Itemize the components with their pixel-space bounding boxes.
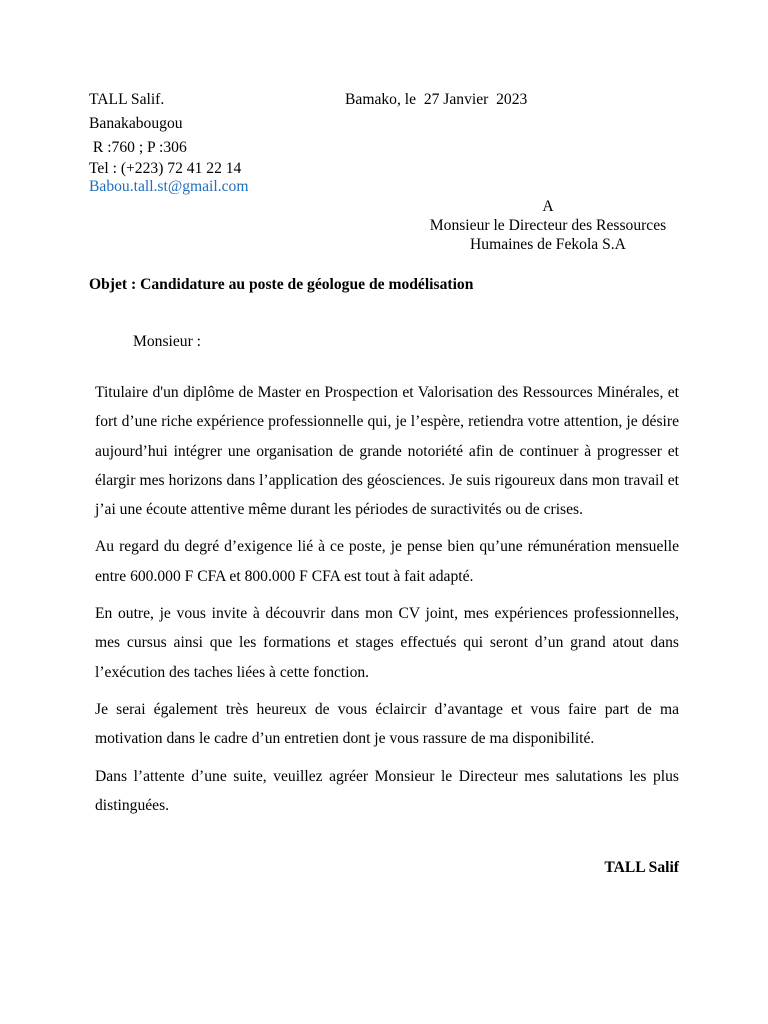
sender-phone: Tel : (+223) 72 41 22 14 bbox=[89, 160, 242, 177]
paragraph-cv: En outre, je vous invite à découvrir dans mon CV joint, mes expériences professionnelles, mes cursus ainsi que les formations et stages effectués qui seront d’un grand atout dans l’exécution des taches liées à cette fonction. bbox=[95, 605, 679, 681]
recipient-line-2: Humaines de Fekola S.A bbox=[470, 236, 626, 253]
sender-email-link[interactable]: Babou.tall.st@gmail.com bbox=[89, 178, 249, 195]
paragraph-qualifications: Titulaire d'un diplôme de Master en Prospection et Valorisation des Ressources Minérales, et fort d’une riche expérience professionnelle qui, je l’espère, retiendra votre attention, je désire aujourd’hui intégrer une organisation de grande notoriété afin de continuer à progresser et élargir mes horizons dans l’application des géosciences. Je suis rigoureux dans mon travail et j’ai une écoute attentive même durant les périodes de suractivités ou de crises. bbox=[95, 384, 679, 519]
recipient-prefix: A bbox=[542, 198, 554, 215]
sender-location: R :760 ; P :306 bbox=[89, 139, 187, 156]
sender-name: TALL Salif. bbox=[89, 91, 165, 108]
letter-body bbox=[95, 378, 679, 828]
paragraph-salary: Au regard du degré d’exigence lié à ce poste, je pense bien qu’une rémunération mensuelle entre 600.000 F CFA et 800.000 F CFA est tout à fait adapté. bbox=[95, 538, 679, 585]
sender-address: Banakabougou bbox=[89, 115, 183, 132]
paragraph-interview: Je serai également très heureux de vous éclaircir d’avantage et vous faire part de ma motivation dans le cadre d’un entretien dont je vous rassure de ma disponibilité. bbox=[95, 700, 679, 748]
recipient-block bbox=[370, 197, 726, 254]
recipient-line-1: Monsieur le Directeur des Ressources bbox=[429, 217, 667, 234]
paragraph-closing: Dans l’attente d’une suite, veuillez agréer Monsieur le Directeur mes salutations les plus distinguées. bbox=[95, 767, 679, 814]
letter-object: Objet : Candidature au poste de géologue de modélisation bbox=[89, 276, 474, 293]
salutation: Monsieur : bbox=[133, 333, 202, 350]
letter-date: Bamako, le 27 Janvier 2023 bbox=[345, 91, 528, 108]
signature: TALL Salif bbox=[604, 859, 679, 876]
